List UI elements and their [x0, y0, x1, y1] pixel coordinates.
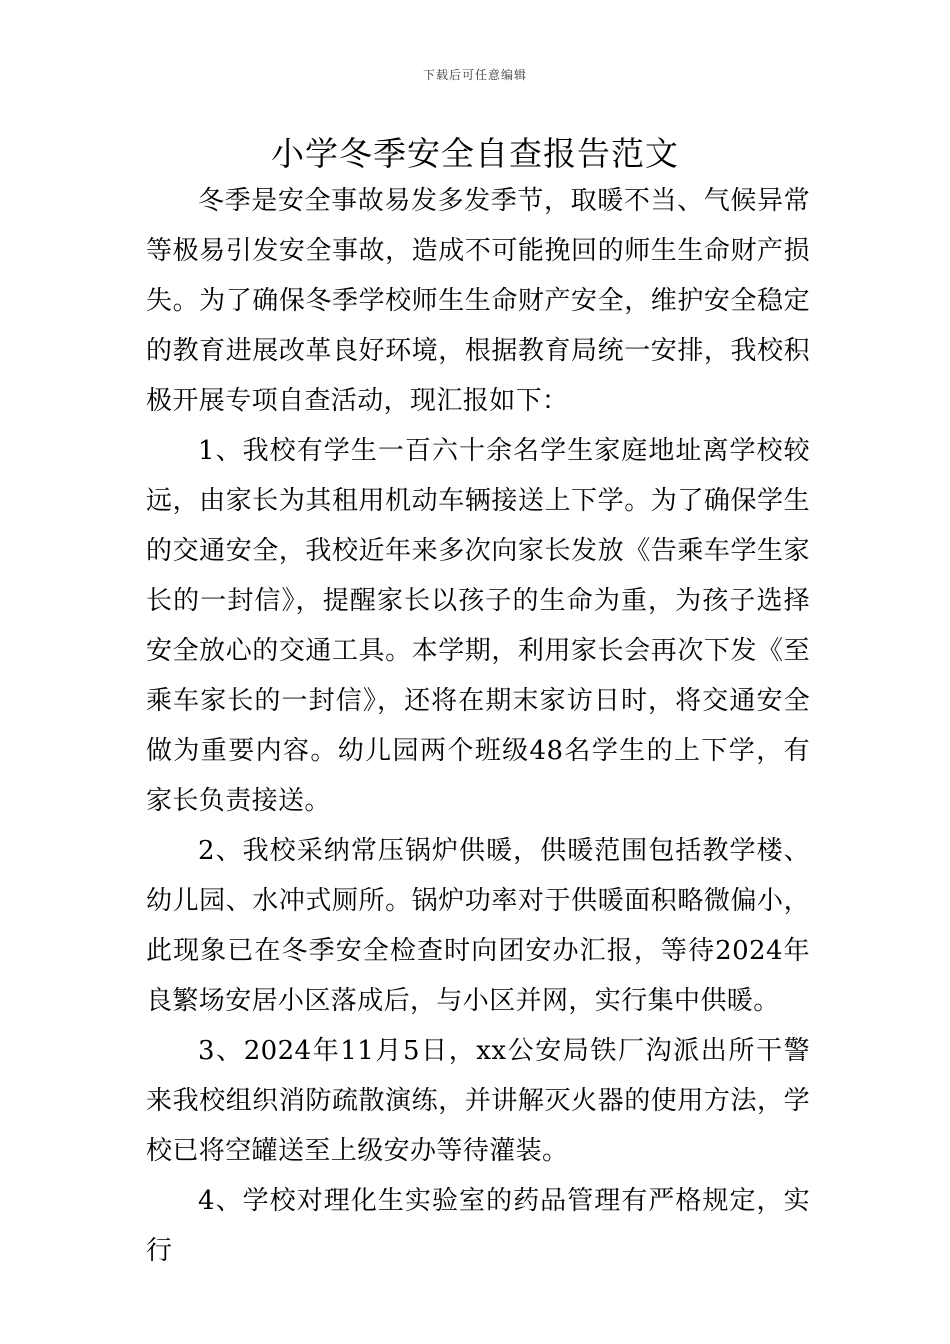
paragraph-item-2: 2、我校采纳常压锅炉供暖，供暖范围包括教学楼、幼儿园、水冲式厕所。锅炉功率对于供暖面积略微偏小，此现象已在冬季安全检查时向团安办汇报，等待2024年良繁场安居小区落成后，与小区并网，实行集中供暖。: [146, 836, 810, 1016]
paragraph-item-4: 4、学校对理化生实验室的药品管理有严格规定，实行: [146, 1186, 810, 1266]
paragraph-item-1: 1、我校有学生一百六十余名学生家庭地址离学校较远，由家长为其租用机动车辆接送上下学。为了确保学生的交通安全，我校近年来多次向家长发放《告乘车学生家长的一封信》，提醒家长以孩子的生命为重，为孩子选择安全放心的交通工具。本学期，利用家长会再次下发《至乘车家长的一封信》，还将在期末家访日时，将交通安全做为重要内容。幼儿园两个班级48名学生的上下学，有家长负责接送。: [146, 436, 810, 816]
paragraph-intro: 冬季是安全事故易发多发季节，取暖不当、气候异常等极易引发安全事故，造成不可能挽回的师生生命财产损失。为了确保冬季学校师生生命财产安全，维护安全稳定的教育进展改革良好环境，根据教育局统一安排，我校积极开展专项自查活动，现汇报如下：: [146, 186, 810, 416]
header-note: 下载后可任意编辑: [422, 68, 527, 82]
document-title: 小学冬季安全自查报告范文: [271, 134, 679, 173]
paragraph-item-3: 3、2024年11月5日，xx公安局铁厂沟派出所干警来我校组织消防疏散演练，并讲解灭火器的使用方法，学校已将空罐送至上级安办等待灌装。: [146, 1036, 810, 1166]
document-body: [146, 176, 810, 1276]
